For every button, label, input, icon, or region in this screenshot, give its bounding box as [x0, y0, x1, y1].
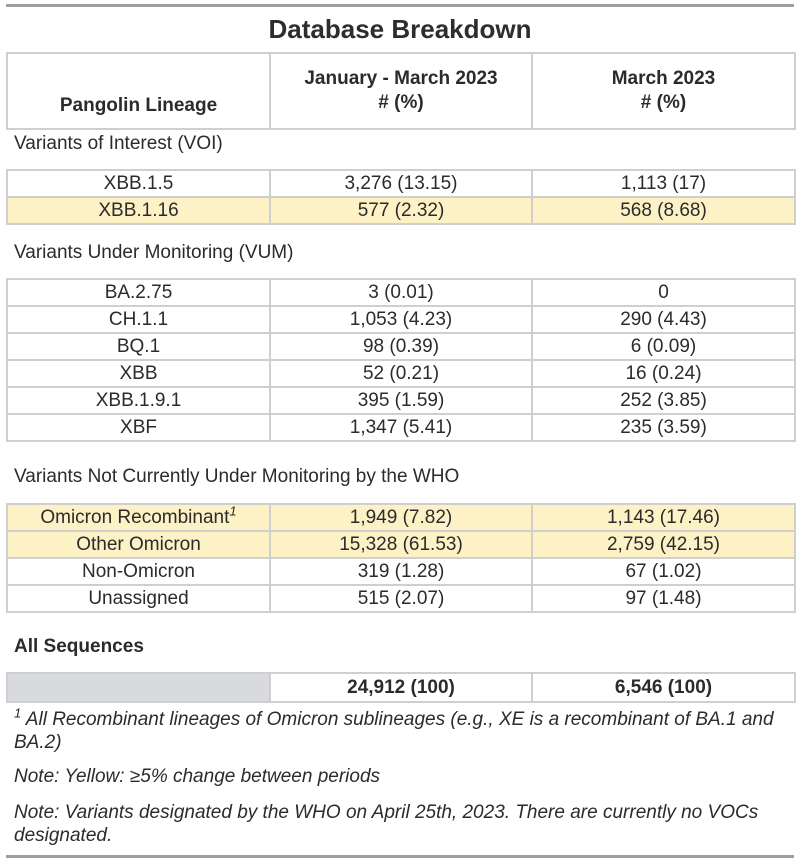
total-period2-cell: 6,546 (100) — [532, 673, 795, 702]
footnote-marker: 1 — [229, 503, 237, 519]
lineage-cell: XBF — [7, 414, 270, 441]
period1-header-line2: # (%) — [378, 92, 424, 113]
footnote-text: All Recombinant lineages of Omicron sublineages (e.g., XE is a recombinant of BA.1 and BA.2) — [14, 709, 774, 753]
page-title: Database Breakdown — [268, 14, 532, 44]
period2-header-line1: March 2023 — [611, 68, 716, 89]
yellow-note: Note: Yellow: ≥5% change between periods — [14, 766, 381, 787]
who-note: Note: Variants designated by the WHO on April 25th, 2023. There are currently no VOCs designated. — [14, 802, 759, 846]
period2-cell: 1,113 (17) — [532, 170, 795, 197]
period2-cell: 67 (1.02) — [532, 558, 795, 585]
period1-cell: 1,949 (7.82) — [270, 504, 532, 531]
period2-cell: 6 (0.09) — [532, 333, 795, 360]
table-row — [7, 558, 795, 585]
table-row — [7, 387, 795, 414]
footnote-number: 1 — [14, 705, 22, 721]
lineage-cell: XBB.1.9.1 — [7, 387, 270, 414]
period2-column-header — [532, 53, 795, 129]
period1-cell: 3,276 (13.15) — [270, 170, 532, 197]
period1-header-line1: January - March 2023 — [304, 68, 498, 89]
section-label-not-monitored: Variants Not Currently Under Monitoring by the WHO — [14, 466, 460, 487]
period2-cell: 1,143 (17.46) — [532, 504, 795, 531]
period1-cell: 577 (2.32) — [270, 197, 532, 224]
lineage-cell: XBB.1.16 — [7, 197, 270, 224]
period2-cell: 290 (4.43) — [532, 306, 795, 333]
lineage-cell: Other Omicron — [7, 531, 270, 558]
period2-cell: 97 (1.48) — [532, 585, 795, 612]
table-row-highlighted — [7, 531, 795, 558]
lineage-text: Omicron Recombinant — [40, 507, 230, 528]
bottom-rule — [6, 855, 794, 858]
period1-cell: 15,328 (61.53) — [270, 531, 532, 558]
total-blank-cell — [7, 673, 270, 702]
total-period1-cell: 24,912 (100) — [270, 673, 532, 702]
table-row — [7, 333, 795, 360]
lineage-cell: Non-Omicron — [7, 558, 270, 585]
lineage-cell: CH.1.1 — [7, 306, 270, 333]
period1-cell: 3 (0.01) — [270, 279, 532, 306]
period2-cell: 252 (3.85) — [532, 387, 795, 414]
section-label-voi: Variants of Interest (VOI) — [14, 133, 223, 154]
vum-table — [6, 278, 796, 442]
period1-cell: 1,053 (4.23) — [270, 306, 532, 333]
period2-cell: 235 (3.59) — [532, 414, 795, 441]
period2-cell: 568 (8.68) — [532, 197, 795, 224]
all-sequences-table — [6, 672, 796, 703]
top-rule — [6, 4, 794, 7]
lineage-cell: XBB — [7, 360, 270, 387]
period1-cell: 319 (1.28) — [270, 558, 532, 585]
period2-cell: 0 — [532, 279, 795, 306]
lineage-cell: BQ.1 — [7, 333, 270, 360]
lineage-cell: XBB.1.5 — [7, 170, 270, 197]
table-row — [7, 306, 795, 333]
period1-cell: 52 (0.21) — [270, 360, 532, 387]
section-label-vum: Variants Under Monitoring (VUM) — [14, 242, 294, 263]
lineage-cell: BA.2.75 — [7, 279, 270, 306]
lineage-column-header: Pangolin Lineage — [7, 53, 270, 129]
section-label-all-sequences: All Sequences — [14, 636, 144, 657]
table-row — [7, 414, 795, 441]
table-row — [7, 170, 795, 197]
column-header-table — [6, 52, 796, 130]
table-row — [7, 279, 795, 306]
footnote — [14, 705, 790, 754]
period2-cell: 2,759 (42.15) — [532, 531, 795, 558]
not-monitored-table — [6, 503, 796, 613]
period1-column-header — [270, 53, 532, 129]
table-row — [7, 585, 795, 612]
table-row — [7, 360, 795, 387]
table-row-highlighted — [7, 504, 795, 531]
table-row-highlighted — [7, 197, 795, 224]
period1-cell: 98 (0.39) — [270, 333, 532, 360]
lineage-cell — [7, 504, 270, 531]
period1-cell: 1,347 (5.41) — [270, 414, 532, 441]
period1-cell: 515 (2.07) — [270, 585, 532, 612]
period2-header-line2: # (%) — [640, 92, 687, 113]
lineage-cell: Unassigned — [7, 585, 270, 612]
period1-cell: 395 (1.59) — [270, 387, 532, 414]
period2-cell: 16 (0.24) — [532, 360, 795, 387]
voi-table — [6, 169, 796, 225]
total-row — [7, 673, 795, 702]
